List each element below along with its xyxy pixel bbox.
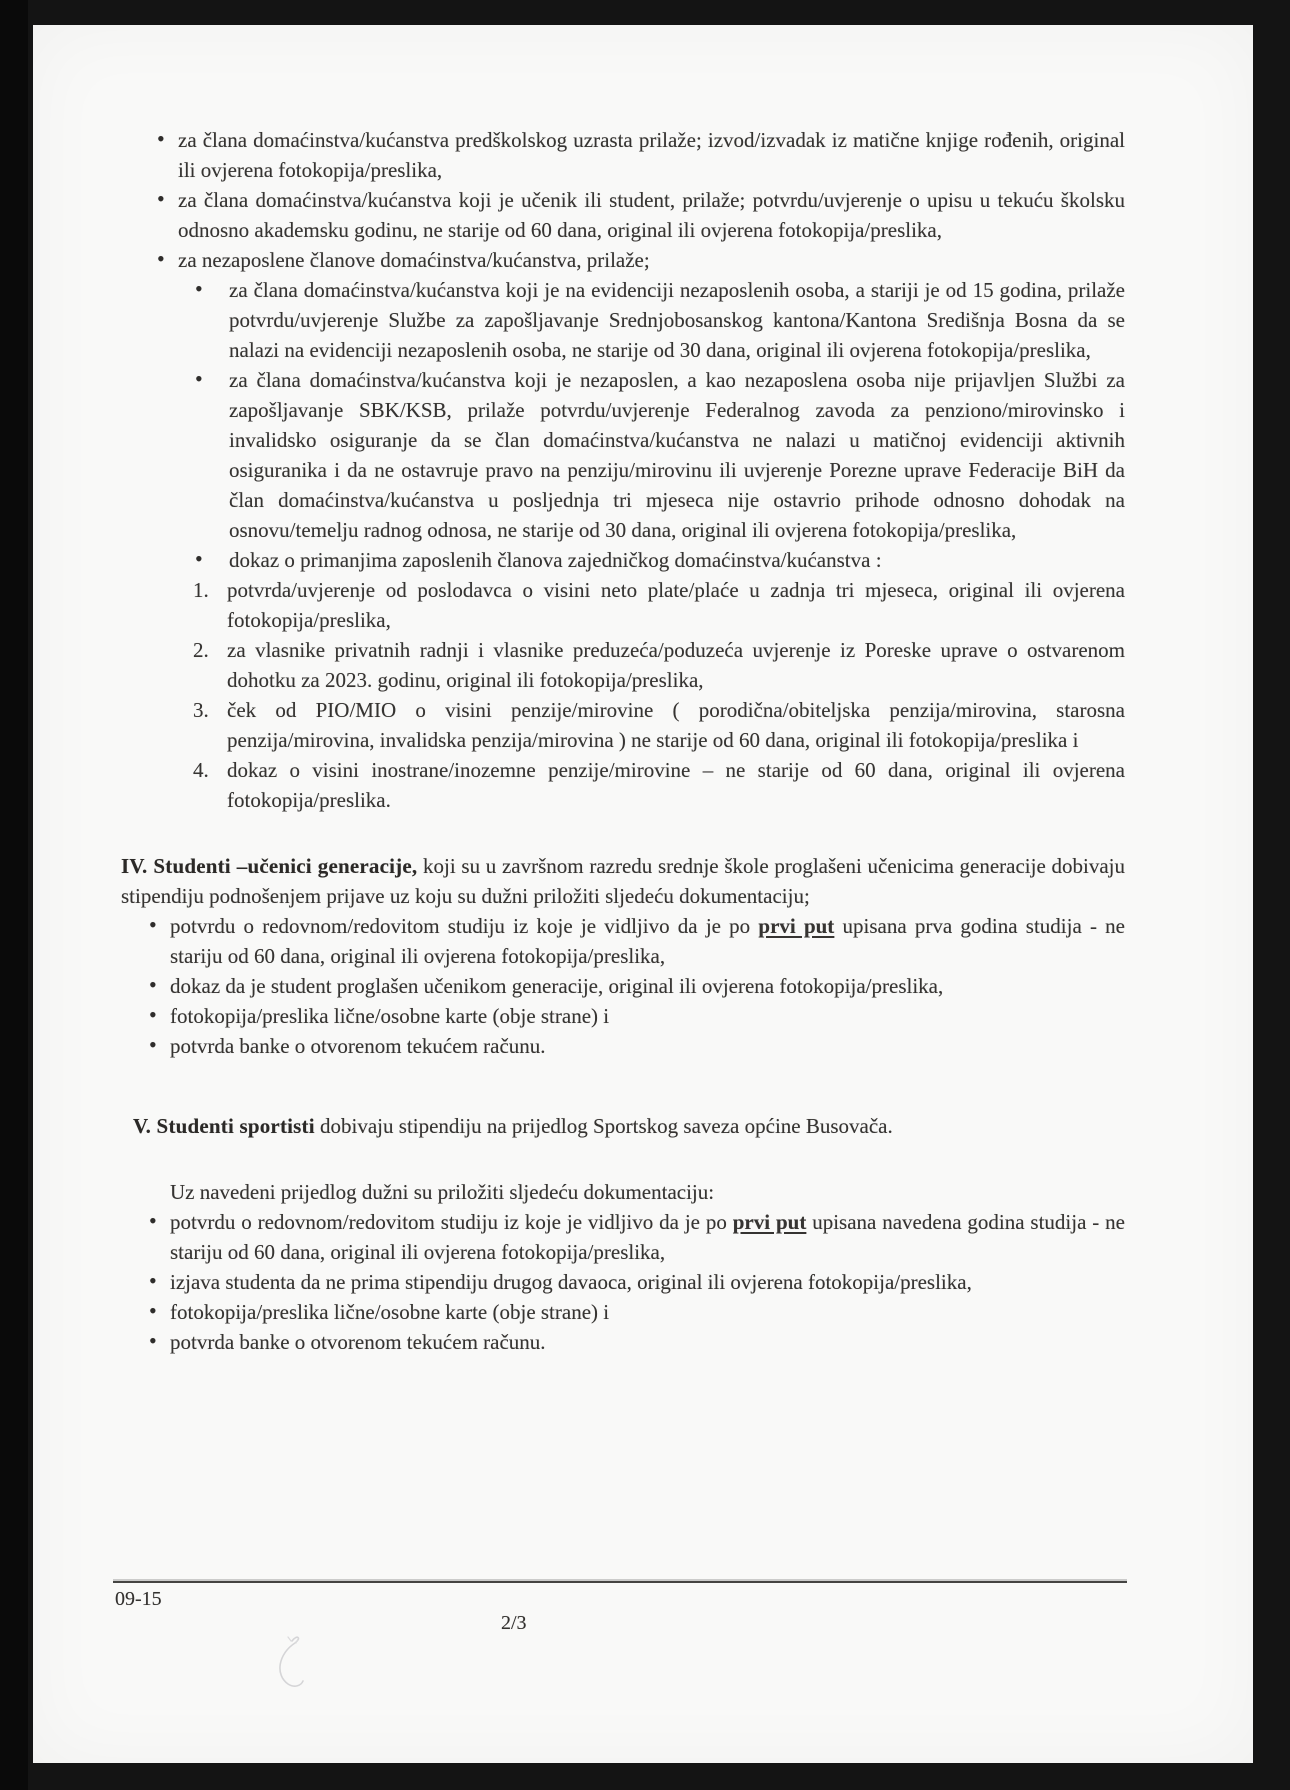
- item-text: potvrdu o redovnom/redovitom studiju iz koje je vidljivo da je po: [170, 1210, 733, 1234]
- item-text: upisana navedena godina studija - ne stariju od 60 dana, original ili ovjerena fotokopija/preslika,: [170, 1210, 1125, 1264]
- list-item: • za nezaposlene članove domaćinstva/kućanstva, prilaže;: [121, 245, 1125, 275]
- document-content: [121, 125, 1125, 1357]
- prvi-put-emphasis: prvi put: [732, 1210, 807, 1234]
- list-item: • dokaz o primanjima zaposlenih članova zajedničkog domaćinstva/kućanstva :: [121, 545, 1125, 575]
- pencil-mark: [258, 1633, 328, 1713]
- list-item: • fotokopija/preslika lične/osobne karte (obje strane) i: [121, 1001, 1125, 1031]
- list-item: • potvrda banke o otvorenom tekućem računu.: [121, 1327, 1125, 1357]
- scanner-edge-shadow: [0, 0, 28, 1790]
- page-footer: [113, 1581, 1127, 1634]
- section-v-intro: Uz navedeni prijedlog dužni su priložiti sljedeću dokumentaciju:: [170, 1180, 715, 1204]
- item-text: dokaz o visini inostrane/inozemne penzije/mirovine – ne starije od 60 dana, original ili ovjerena fotokopija/preslika.: [227, 758, 1125, 812]
- section-iv-heading: [121, 851, 1125, 911]
- item-text: ček od PIO/MIO o visini penzije/mirovine ( porodična/obiteljska penzija/mirovina, starosna penzija/mirovina, invalidska penzija/mirovina ) ne starije od 60 dana, original ili fotokopija/preslika i: [227, 698, 1125, 752]
- prvi-put-emphasis: prvi put: [758, 914, 835, 938]
- section-v-list: [121, 1207, 1125, 1357]
- item-text: za vlasnike privatnih radnji i vlasnike preduzeća/poduzeća uvjerenje iz Poreske uprave o ostvarenom dohotku za 2023. godinu, original ili fotokopija/preslika,: [227, 638, 1125, 692]
- list-item: • za člana domaćinstva/kućanstva koji je učenik ili student, prilaže; potvrdu/uvjerenje o upisu u tekuću školsku odnosno akademsku godinu, ne starije od 60 dana, original ili ovjerena fotokopija/preslika,: [121, 185, 1125, 245]
- section-v-title: V. Studenti sportisti: [133, 1114, 315, 1138]
- list-item: [121, 911, 1125, 971]
- income-proof-numbered-list: [121, 575, 1125, 815]
- footer-doc-number: 09-15: [115, 1588, 162, 1610]
- list-item: • fotokopija/preslika lične/osobne karte (obje strane) i: [121, 1297, 1125, 1327]
- section-v-heading-text: dobivaju stipendiju na prijedlog Sportskog saveza općine Busovača.: [314, 1114, 893, 1138]
- item-text: upisana prva godina studija - ne stariju od 60 dana, original ili ovjerena fotokopija/preslika,: [170, 914, 1126, 968]
- numbered-item: [121, 575, 1125, 635]
- item-number: 3.: [193, 698, 209, 722]
- list-item: • dokaz da je student proglašen učenikom generacije, original ili ovjerena fotokopija/preslika,: [121, 971, 1125, 1001]
- item-number: 2.: [193, 638, 209, 662]
- numbered-item: [121, 635, 1125, 695]
- numbered-item: [121, 695, 1125, 755]
- section-v-heading: [121, 1111, 1125, 1141]
- list-item: • za člana domaćinstva/kućanstva koji je na evidenciji nezaposlenih osoba, a stariji je od 15 godina, prilaže potvrdu/uvjerenje Službe za zapošljavanje Srednjobosanskog kantona/Kantona Središnja Bosna da se nalazi na evidenciji nezaposlenih osoba, ne starije od 30 dana, original ili ovjerena fotokopija/preslika,: [121, 275, 1125, 365]
- item-number: 4.: [193, 758, 209, 782]
- list-item: [121, 1207, 1125, 1267]
- list-item: • za člana domaćinstva/kućanstva predškolskog uzrasta prilaže; izvod/izvadak iz matične knjige rođenih, original ili ovjerena fotokopija/preslika,: [121, 125, 1125, 185]
- footer-rule: [113, 1581, 1127, 1583]
- section-iv-heading-text: koji su u završnom razredu srednje škole proglašeni učenicima generacije dobivaju stipendiju podnošenjem prijave uz koju su dužni priložiti sljedeću dokumentaciju;: [121, 854, 1125, 908]
- unemployed-members-sublist: [121, 275, 1125, 575]
- document-page: [33, 25, 1253, 1763]
- numbered-item: [121, 755, 1125, 815]
- section-iv-list: [121, 911, 1125, 1061]
- item-text: potvrdu o redovnom/redovitom studiju iz koje je vidljivo da je po: [170, 914, 759, 938]
- section-iv-title: IV. Studenti –učenici generacije,: [121, 854, 418, 878]
- household-documents-list: [121, 125, 1125, 275]
- list-item: • potvrda banke o otvorenom tekućem računu.: [121, 1031, 1125, 1061]
- list-item: • izjava studenta da ne prima stipendiju drugog davaoca, original ili ovjerena fotokopija/preslika,: [121, 1267, 1125, 1297]
- item-text: potvrda/uvjerenje od poslodavca o visini neto plate/plaće u zadnja tri mjeseca, original ili ovjerena fotokopija/preslika,: [227, 578, 1125, 632]
- footer-page-number: 2/3: [501, 1612, 527, 1634]
- item-number: 1.: [193, 578, 209, 602]
- list-item: • za člana domaćinstva/kućanstva koji je nezaposlen, a kao nezaposlena osoba nije prijavljen Službi za zapošljavanje SBK/KSB, prilaže potvrdu/uvjerenje Federalnog zavoda za penziono/mirovinsko i invalidsko osiguranje da se član domaćinstva/kućanstva ne nalazi u matičnoj evidenciji aktivnih osiguranika i da ne ostavruje pravo na penziju/mirovinu ili uvjerenje Porezne uprave Federacije BiH da član domaćinstva/kućanstva u posljednja tri mjeseca nije ostavrio prihode odnosno dohodak na osnovu/temelju radnog odnosa, ne starije od 30 dana, original ili ovjerena fotokopija/preslika,: [121, 365, 1125, 545]
